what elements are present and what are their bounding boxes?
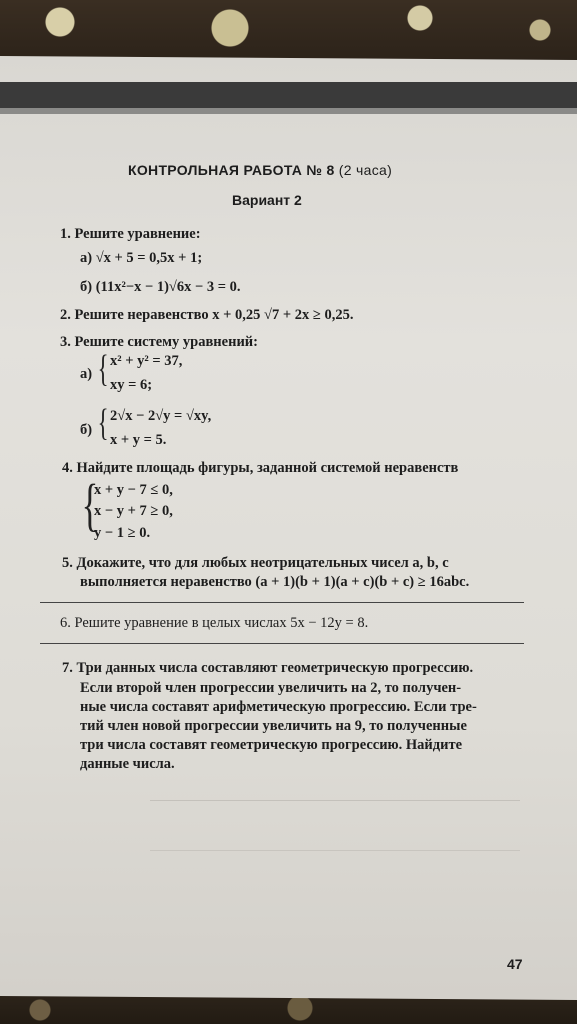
task-7-line4: тий член новой прогрессии увеличить на 9, то полученные xyxy=(80,718,467,734)
task-3a-eq2: xy = 6; xyxy=(110,377,153,393)
variant-heading: Вариант 2 xyxy=(232,192,302,208)
task-3a-marker: а) xyxy=(80,366,93,382)
task-7-line1: 7. Три данных числа составляют геометрическую прогрессию. xyxy=(62,660,474,676)
task-7-line6: данные числа. xyxy=(80,756,175,772)
title-text: КОНТРОЛЬНАЯ РАБОТА № 8 xyxy=(128,162,335,178)
task-3b-eq1: 2√x − 2√y = √xy, xyxy=(110,408,212,424)
task-3b-eq2: x + y = 5. xyxy=(110,432,167,448)
task-4-ineq3: y − 1 ≥ 0. xyxy=(94,525,151,541)
page-number: 47 xyxy=(507,956,523,972)
task-6: 6. Решите уравнение в целых числах 5x − 12y = 8. xyxy=(60,615,369,631)
task-3-label: 3. Решите систему уравнений: xyxy=(60,334,258,350)
task-1b: б) (11x²−x − 1)√6x − 3 = 0. xyxy=(80,279,241,295)
task-4-label: 4. Найдите площадь фигуры, заданной системой неравенств xyxy=(62,460,459,476)
system-brace-4: { xyxy=(81,472,99,537)
task-3a-eq1: x² + y² = 37, xyxy=(110,353,183,369)
task-5-line2: выполняется неравенство (a + 1)(b + 1)(a + c)(b + c) ≥ 16abc. xyxy=(80,574,470,590)
bleed-through-rule-1 xyxy=(150,800,520,801)
task-1-label: 1. Решите уравнение: xyxy=(60,226,201,242)
task-7-line5: три числа составят геометрическую прогрессию. Найдите xyxy=(80,737,463,753)
task-4-ineq2: x − y + 7 ≥ 0, xyxy=(94,503,173,519)
page-title xyxy=(128,162,392,178)
task-2: 2. Решите неравенство x + 0,25 √7 + 2x ≥ 0,25. xyxy=(60,307,354,323)
divider-2 xyxy=(40,643,524,644)
task-4-ineq1: x + y − 7 ≤ 0, xyxy=(94,482,173,498)
task-7-line3: ные числа составят арифметическую прогрессию. Если тре- xyxy=(80,699,477,715)
task-5-line1: 5. Докажите, что для любых неотрицательных чисел a, b, c xyxy=(62,555,449,571)
task-1a: а) √x + 5 = 0,5x + 1; xyxy=(80,250,203,266)
system-brace-3b: { xyxy=(97,402,109,444)
task-7-line2: Если второй член прогрессии увеличить на 2, то получен- xyxy=(80,680,462,696)
bleed-through-rule-2 xyxy=(150,850,520,851)
title-duration: (2 часа) xyxy=(338,162,393,178)
divider-1 xyxy=(40,602,524,603)
system-brace-3a: { xyxy=(97,348,109,390)
task-3b-marker: б) xyxy=(80,422,93,438)
